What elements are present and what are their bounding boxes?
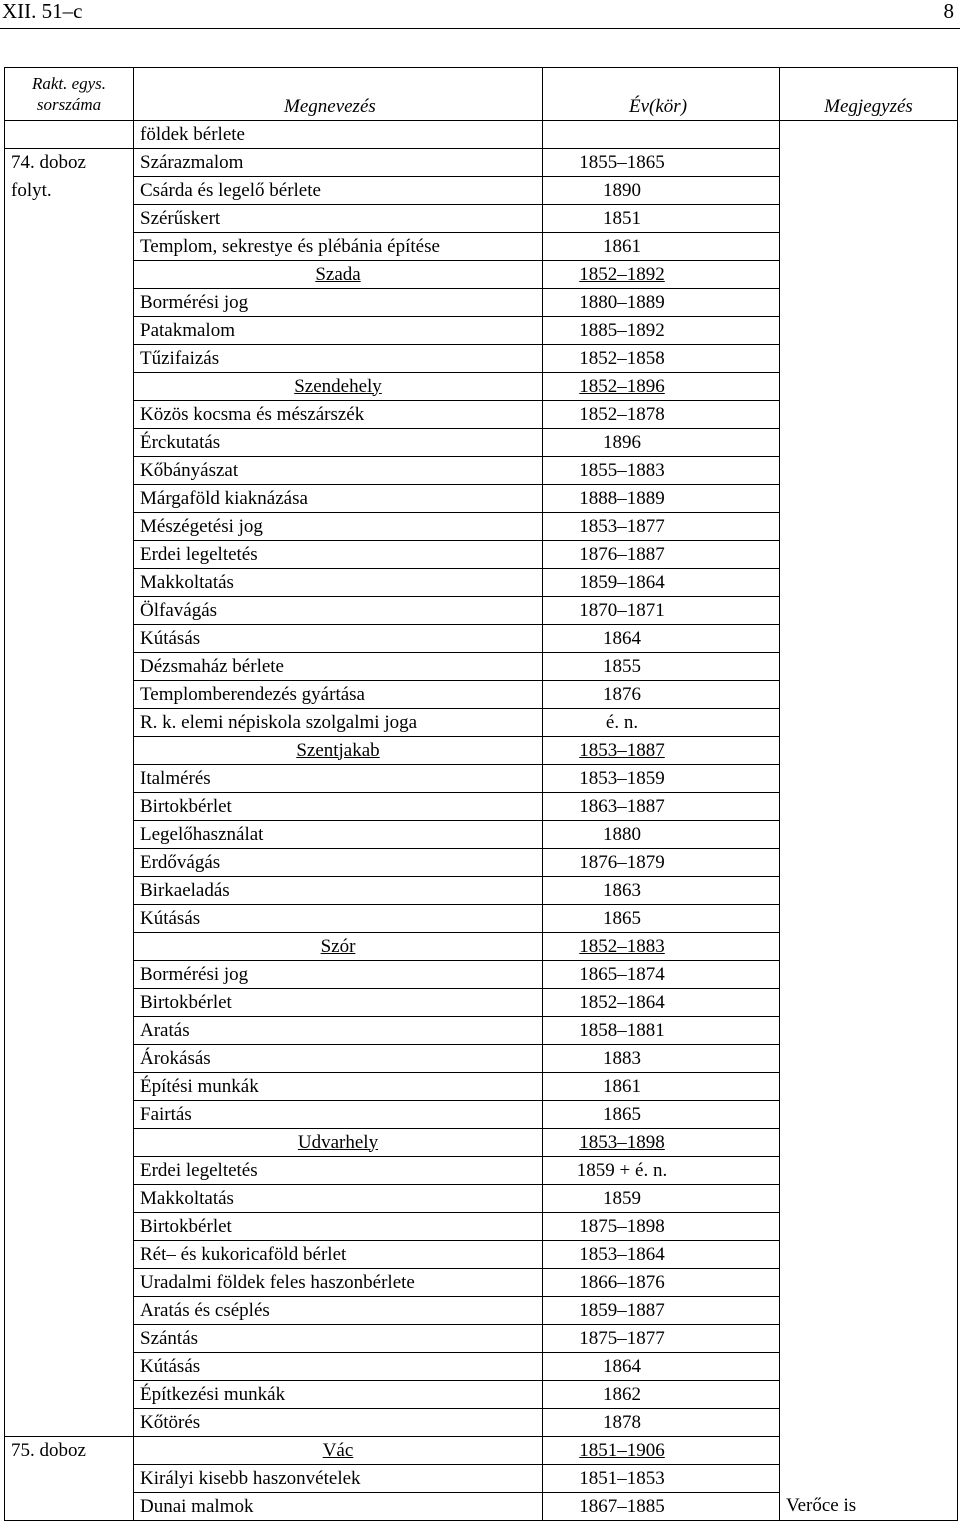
cell-note [780, 765, 958, 793]
cell-year: 1859–1864 [543, 569, 780, 597]
cell-note [780, 1241, 958, 1269]
cell-name: Birkaeladás [134, 877, 543, 905]
cell-name: Kőbányászat [134, 457, 543, 485]
table-header-row [5, 68, 958, 121]
cell-number [5, 1297, 134, 1325]
cell-number [5, 1465, 134, 1493]
cell-note [780, 1409, 958, 1437]
cell-note [780, 457, 958, 485]
cell-year: 1876 [543, 681, 780, 709]
table-row [5, 457, 958, 485]
cell-number [5, 429, 134, 457]
cell-note [780, 541, 958, 569]
table-row [5, 821, 958, 849]
cell-number [5, 793, 134, 821]
table-row [5, 765, 958, 793]
cell-year: 1876–1887 [543, 541, 780, 569]
table-row [5, 653, 958, 681]
cell-number [5, 1409, 134, 1437]
cell-year: 1858–1881 [543, 1017, 780, 1045]
cell-year: 1880 [543, 821, 780, 849]
cell-year: 1880–1889 [543, 289, 780, 317]
column-header-number-line2: sorszáma [36, 95, 102, 114]
cell-year: 1859 + é. n. [543, 1157, 780, 1185]
table-row [5, 709, 958, 737]
cell-name: Kútásás [134, 625, 543, 653]
column-header-number-line1: Rakt. egys. [31, 74, 107, 93]
table-row [5, 289, 958, 317]
cell-name: földek bérlete [134, 121, 543, 149]
cell-year: 1867–1885 [543, 1493, 780, 1521]
cell-note [780, 793, 958, 821]
table-row [5, 989, 958, 1017]
cell-name: Erdei legeltetés [134, 1157, 543, 1185]
table-body [5, 121, 958, 1521]
cell-year: 1866–1876 [543, 1269, 780, 1297]
cell-year: 1883 [543, 1045, 780, 1073]
cell-year: 1855 [543, 653, 780, 681]
cell-name: Rét– és kukoricaföld bérlet [134, 1241, 543, 1269]
cell-number [5, 1017, 134, 1045]
cell-place-name: Vác [134, 1437, 543, 1465]
table-row [5, 177, 958, 205]
cell-name: Kőtörés [134, 1409, 543, 1437]
table-row [5, 401, 958, 429]
table-row [5, 485, 958, 513]
cell-note [780, 1437, 958, 1465]
cell-note [780, 289, 958, 317]
cell-name: Szérűskert [134, 205, 543, 233]
cell-note [780, 849, 958, 877]
table-row [5, 1045, 958, 1073]
table-row [5, 1101, 958, 1129]
cell-name: Dézsmaház bérlete [134, 653, 543, 681]
cell-year: 1885–1892 [543, 317, 780, 345]
cell-year: 1863 [543, 877, 780, 905]
cell-note [780, 401, 958, 429]
cell-number [5, 1157, 134, 1185]
cell-year: 1851–1906 [543, 1437, 780, 1465]
cell-year: 1875–1898 [543, 1213, 780, 1241]
cell-number [5, 569, 134, 597]
cell-number [5, 121, 134, 149]
cell-number [5, 345, 134, 373]
cell-name: Bormérési jog [134, 289, 543, 317]
cell-name: Makkoltatás [134, 569, 543, 597]
table-row [5, 1157, 958, 1185]
table-row [5, 933, 958, 961]
cell-number [5, 317, 134, 345]
page-number: 8 [943, 0, 954, 23]
cell-number [5, 1129, 134, 1157]
table-row [5, 1493, 958, 1521]
cell-name: Dunai malmok [134, 1493, 543, 1521]
cell-year: 1859 [543, 1185, 780, 1213]
column-header-number [5, 68, 134, 121]
cell-number [5, 1269, 134, 1297]
cell-name: Erdei legeltetés [134, 541, 543, 569]
cell-note [780, 709, 958, 737]
cell-note [780, 261, 958, 289]
cell-year: 1875–1877 [543, 1325, 780, 1353]
cell-note [780, 205, 958, 233]
column-header-note: Megjegyzés [780, 68, 958, 121]
cell-note [780, 961, 958, 989]
table-row [5, 1437, 958, 1465]
cell-name: Aratás [134, 1017, 543, 1045]
table-row [5, 261, 958, 289]
table-row [5, 681, 958, 709]
cell-note [780, 373, 958, 401]
cell-year: 1890 [543, 177, 780, 205]
cell-number [5, 485, 134, 513]
cell-year [543, 121, 780, 149]
cell-year: 1896 [543, 429, 780, 457]
cell-name: Tűzifaizás [134, 345, 543, 373]
cell-number [5, 1381, 134, 1409]
table-row [5, 233, 958, 261]
cell-note [780, 625, 958, 653]
cell-year: 1851–1853 [543, 1465, 780, 1493]
cell-note [780, 1465, 958, 1493]
cell-year: 1865 [543, 1101, 780, 1129]
table-row [5, 1297, 958, 1325]
cell-note [780, 933, 958, 961]
table-row [5, 1409, 958, 1437]
cell-note [780, 1045, 958, 1073]
table-row [5, 625, 958, 653]
cell-number [5, 765, 134, 793]
cell-note [780, 821, 958, 849]
cell-name: Makkoltatás [134, 1185, 543, 1213]
cell-name: Építkezési munkák [134, 1381, 543, 1409]
cell-year: 1864 [543, 1353, 780, 1381]
cell-place-name: Szendehely [134, 373, 543, 401]
cell-number: 75. doboz [5, 1437, 134, 1465]
cell-place-name: Szór [134, 933, 543, 961]
table-row [5, 737, 958, 765]
cell-name: Bormérési jog [134, 961, 543, 989]
cell-name: Templom, sekrestye és plébánia építése [134, 233, 543, 261]
cell-number [5, 961, 134, 989]
cell-note [780, 905, 958, 933]
cell-number [5, 737, 134, 765]
cell-year: 1853–1877 [543, 513, 780, 541]
cell-number [5, 233, 134, 261]
cell-year: 1852–1896 [543, 373, 780, 401]
table-row [5, 513, 958, 541]
cell-year: 1852–1883 [543, 933, 780, 961]
table-row [5, 961, 958, 989]
cell-number [5, 289, 134, 317]
cell-note [780, 1017, 958, 1045]
cell-number [5, 457, 134, 485]
cell-year: 1864 [543, 625, 780, 653]
cell-note [780, 233, 958, 261]
cell-place-name: Udvarhely [134, 1129, 543, 1157]
cell-year: 1865–1874 [543, 961, 780, 989]
cell-year: 1862 [543, 1381, 780, 1409]
cell-year: 1852–1858 [543, 345, 780, 373]
cell-year: 1859–1887 [543, 1297, 780, 1325]
cell-year: 1861 [543, 233, 780, 261]
cell-year: 1855–1865 [543, 149, 780, 177]
cell-number [5, 1045, 134, 1073]
table-row [5, 1129, 958, 1157]
table-row [5, 1185, 958, 1213]
cell-number [5, 709, 134, 737]
cell-number [5, 905, 134, 933]
cell-year: 1853–1864 [543, 1241, 780, 1269]
cell-year: 1876–1879 [543, 849, 780, 877]
table-row [5, 1241, 958, 1269]
cell-number [5, 681, 134, 709]
cell-number [5, 261, 134, 289]
cell-note [780, 317, 958, 345]
table-row [5, 1213, 958, 1241]
cell-year: 1852–1864 [543, 989, 780, 1017]
cell-name: Fairtás [134, 1101, 543, 1129]
page-header [0, 0, 960, 30]
cell-number [5, 205, 134, 233]
table-row [5, 149, 958, 177]
table-row [5, 905, 958, 933]
cell-name: R. k. elemi népiskola szolgalmi joga [134, 709, 543, 737]
cell-name: Patakmalom [134, 317, 543, 345]
cell-note [780, 121, 958, 149]
cell-note [780, 1353, 958, 1381]
cell-name: Szántás [134, 1325, 543, 1353]
cell-number [5, 989, 134, 1017]
cell-note [780, 513, 958, 541]
cell-year: 1852–1878 [543, 401, 780, 429]
cell-year: 1852–1892 [543, 261, 780, 289]
table-row [5, 849, 958, 877]
table-row [5, 1017, 958, 1045]
cell-number [5, 933, 134, 961]
table-row [5, 877, 958, 905]
cell-note [780, 597, 958, 625]
cell-name: Aratás és cséplés [134, 1297, 543, 1325]
cell-note [780, 1213, 958, 1241]
cell-number [5, 1185, 134, 1213]
cell-number: folyt. [5, 177, 134, 205]
cell-year: 1878 [543, 1409, 780, 1437]
cell-note [780, 149, 958, 177]
cell-name: Csárda és legelő bérlete [134, 177, 543, 205]
cell-year: 1853–1859 [543, 765, 780, 793]
column-header-year: Év(kör) [543, 68, 780, 121]
cell-number [5, 513, 134, 541]
table-row [5, 345, 958, 373]
inventory-table [4, 67, 958, 1521]
cell-name: Szárazmalom [134, 149, 543, 177]
cell-name: Templomberendezés gyártása [134, 681, 543, 709]
cell-note [780, 653, 958, 681]
cell-note [780, 345, 958, 373]
cell-name: Mészégetési jog [134, 513, 543, 541]
cell-note: Verőce is [780, 1493, 958, 1521]
cell-number [5, 401, 134, 429]
table-row [5, 429, 958, 457]
cell-year: 1863–1887 [543, 793, 780, 821]
cell-note [780, 1157, 958, 1185]
cell-name: Uradalmi földek feles haszonbérlete [134, 1269, 543, 1297]
cell-year: 1865 [543, 905, 780, 933]
cell-name: Ölfavágás [134, 597, 543, 625]
table-row [5, 793, 958, 821]
cell-name: Építési munkák [134, 1073, 543, 1101]
cell-year: 1855–1883 [543, 457, 780, 485]
cell-name: Királyi kisebb haszonvételek [134, 1465, 543, 1493]
cell-note [780, 1381, 958, 1409]
cell-note [780, 177, 958, 205]
cell-name: Kútásás [134, 905, 543, 933]
cell-name: Erdővágás [134, 849, 543, 877]
cell-name: Márgaföld kiaknázása [134, 485, 543, 513]
cell-number [5, 1213, 134, 1241]
document-reference: XII. 51–c [2, 0, 83, 23]
cell-note [780, 429, 958, 457]
cell-number [5, 877, 134, 905]
cell-number [5, 1353, 134, 1381]
cell-note [780, 1185, 958, 1213]
cell-note [780, 1129, 958, 1157]
cell-year: 1888–1889 [543, 485, 780, 513]
table-row [5, 1073, 958, 1101]
cell-note [780, 1325, 958, 1353]
cell-note [780, 737, 958, 765]
cell-number [5, 1101, 134, 1129]
table-row [5, 317, 958, 345]
table-row [5, 205, 958, 233]
cell-number [5, 373, 134, 401]
cell-number [5, 1241, 134, 1269]
cell-note [780, 485, 958, 513]
table-row [5, 373, 958, 401]
table-row [5, 1353, 958, 1381]
cell-year: 1851 [543, 205, 780, 233]
cell-note [780, 1269, 958, 1297]
cell-note [780, 877, 958, 905]
cell-number: 74. doboz [5, 149, 134, 177]
cell-note [780, 1297, 958, 1325]
table-row [5, 1269, 958, 1297]
cell-name: Legelőhasználat [134, 821, 543, 849]
cell-name: Árokásás [134, 1045, 543, 1073]
cell-year: 1870–1871 [543, 597, 780, 625]
cell-name: Birtokbérlet [134, 1213, 543, 1241]
column-header-name: Megnevezés [134, 68, 543, 121]
cell-number [5, 849, 134, 877]
cell-number [5, 541, 134, 569]
cell-number [5, 821, 134, 849]
cell-note [780, 569, 958, 597]
cell-number [5, 1493, 134, 1521]
table-row [5, 1325, 958, 1353]
cell-note [780, 1073, 958, 1101]
cell-place-name: Szada [134, 261, 543, 289]
cell-year: 1861 [543, 1073, 780, 1101]
table-row [5, 1381, 958, 1409]
cell-number [5, 597, 134, 625]
table-row [5, 541, 958, 569]
cell-year: é. n. [543, 709, 780, 737]
table-row [5, 121, 958, 149]
cell-name: Italmérés [134, 765, 543, 793]
table-row [5, 569, 958, 597]
cell-name: Közös kocsma és mészárszék [134, 401, 543, 429]
cell-note [780, 681, 958, 709]
cell-name: Birtokbérlet [134, 793, 543, 821]
cell-number [5, 1325, 134, 1353]
cell-number [5, 1073, 134, 1101]
cell-name: Érckutatás [134, 429, 543, 457]
cell-name: Birtokbérlet [134, 989, 543, 1017]
cell-year: 1853–1887 [543, 737, 780, 765]
cell-year: 1853–1898 [543, 1129, 780, 1157]
header-rule [0, 28, 960, 29]
table-row [5, 597, 958, 625]
cell-note [780, 989, 958, 1017]
cell-number [5, 625, 134, 653]
cell-note [780, 1101, 958, 1129]
cell-name: Kútásás [134, 1353, 543, 1381]
table-row [5, 1465, 958, 1493]
cell-place-name: Szentjakab [134, 737, 543, 765]
cell-number [5, 653, 134, 681]
